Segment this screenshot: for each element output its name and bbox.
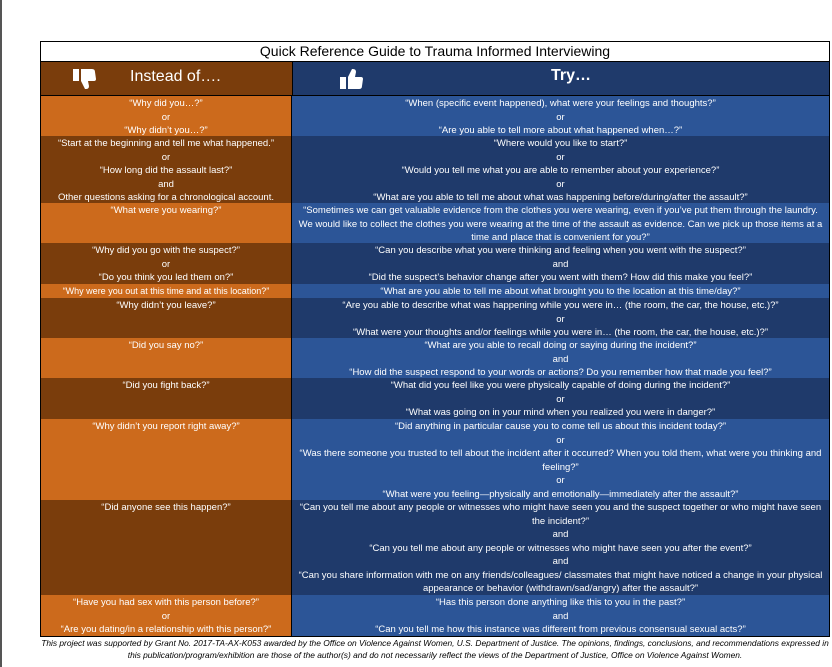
- instead-cell: [41, 203, 292, 243]
- instead-text: “Are you dating/in a relationship with this person?”: [60, 624, 272, 635]
- table-body: [40, 96, 830, 637]
- instead-text: “Why were you out at this time and at this location?”: [62, 286, 270, 296]
- instead-text: “How long did the assault last?”: [99, 165, 233, 176]
- instead-text: and: [158, 178, 174, 190]
- try-text: or: [556, 434, 565, 446]
- funding-disclaimer: This project was supported by Grant No. 2017-TA-AX-K053 awarded by the Office on Violence Against Women, U.S. Department of Justice. The opinions, findings, conclusions, and recommendations expressed in this publication/program/exhibition are those of the author(s) and do not necessarily reflect the views of the Department of Justice, Office on Violence Against Women.: [41, 638, 829, 660]
- try-text: “Has this person done anything like this to you in the past?”: [435, 597, 686, 608]
- instead-text: Other questions asking for a chronological account.: [58, 192, 274, 203]
- instead-text: “Did you fight back?”: [122, 380, 210, 391]
- header-try: [293, 62, 829, 95]
- try-text: “Can you tell me how this instance was different from previous consensual sexual acts?”: [375, 624, 746, 635]
- table-row: [41, 595, 829, 637]
- try-text: “What were your thoughts and/or feelings while you were in… (the room, the car, the house, etc.)?”: [352, 327, 769, 338]
- instead-text: or: [161, 258, 171, 270]
- instead-cell: [41, 595, 292, 636]
- try-text: “When (specific event happened), what were your feelings and thoughts?”: [405, 98, 716, 109]
- try-text: “Would you tell me what you are able to remember about your experience?”: [401, 165, 720, 176]
- instead-cell: [41, 243, 292, 284]
- try-text: and: [552, 610, 569, 622]
- instead-text: “Start at the beginning and tell me what happened.”: [57, 138, 274, 149]
- try-cell: [292, 243, 829, 284]
- try-text: “What was going on in your mind when you realized you were in danger?”: [405, 407, 716, 418]
- try-text: and: [552, 353, 569, 365]
- header-try-label: Try…: [551, 67, 592, 84]
- instead-text: “Did anyone see this happen?”: [101, 502, 231, 513]
- table-row: [41, 378, 829, 419]
- instead-text: or: [161, 151, 171, 163]
- try-text: and: [552, 556, 569, 567]
- try-cell: [292, 298, 829, 338]
- try-text: or: [556, 111, 565, 123]
- instead-text: “Did you say no?”: [128, 340, 204, 351]
- table-row: [41, 243, 829, 284]
- try-text: or: [556, 313, 565, 325]
- instead-text: “Have you had sex with this person before?”: [73, 597, 259, 608]
- page-edge-line: [0, 0, 2, 667]
- instead-cell: [41, 500, 292, 595]
- try-text: “What are you able to recall doing or saying during the incident?”: [424, 340, 697, 351]
- try-text: “Are you able to tell more about what happened when…?”: [438, 125, 683, 136]
- try-text: “Did the suspect’s behavior change after you went with them? How did this make you feel?”: [368, 272, 753, 283]
- try-text: or: [556, 393, 565, 405]
- try-text: “What did you feel like you were physically capable of doing during the incident?”: [390, 380, 731, 391]
- instead-text: “Why didn’t you report right away?”: [92, 421, 240, 432]
- try-cell: [292, 96, 829, 136]
- instead-text: “Do you think you led them on?”: [98, 272, 234, 283]
- try-text: or: [556, 475, 565, 486]
- instead-text: or: [161, 610, 171, 622]
- instead-cell: [41, 96, 292, 136]
- instead-cell: [41, 298, 292, 338]
- instead-cell: [41, 338, 292, 378]
- table-row: [41, 419, 829, 500]
- try-cell: [292, 419, 829, 500]
- try-text: “Can you tell me about any people or witnesses who might have seen you and the suspect together or who might have seen the incident?”: [299, 502, 822, 527]
- try-cell: [292, 203, 829, 243]
- table-header: [40, 61, 830, 96]
- instead-text: “Why didn’t you leave?”: [116, 300, 216, 311]
- header-instead-of: [41, 62, 293, 95]
- try-text: “How did the suspect respond to your words or actions? Do you remember how that made you feel?”: [349, 367, 772, 378]
- try-text: or: [556, 178, 565, 190]
- try-text: “What were you feeling—physically and emotionally—immediately after the assault?”: [382, 488, 739, 500]
- try-cell: [292, 284, 829, 298]
- instead-text: or: [161, 111, 171, 123]
- table-row: [41, 338, 829, 378]
- table-row: [41, 500, 829, 595]
- try-text: “Can you describe what you were thinking and feeling when you went with the suspect?”: [375, 245, 746, 256]
- try-cell: [292, 378, 829, 419]
- table-row: [41, 96, 829, 136]
- try-text: and: [552, 258, 569, 270]
- instead-text: “What were you wearing?”: [110, 205, 222, 216]
- page-title: Quick Reference Guide to Trauma Informed Interviewing: [40, 41, 830, 61]
- table-row: [41, 284, 829, 298]
- try-text: “What are you able to tell me about what was happening before/during/after the assault?”: [373, 192, 748, 203]
- try-text: “Did anything in particular cause you to come tell us about this incident today?”: [394, 421, 727, 432]
- instead-text: “Why did you…?”: [129, 98, 203, 109]
- thumbs-down-icon: [72, 68, 98, 90]
- table-row: [41, 136, 829, 203]
- reference-guide-table: [40, 41, 830, 637]
- instead-text: “Why did you go with the suspect?”: [92, 245, 240, 256]
- instead-cell: [41, 378, 292, 419]
- try-text: and: [552, 529, 569, 540]
- header-instead-of-label: Instead of….: [130, 68, 221, 85]
- table-row: [41, 203, 829, 243]
- thumbs-up-icon: [339, 68, 365, 90]
- table-row: [41, 298, 829, 338]
- try-text: “Are you able to describe what was happening while you were in… (the room, the car, the house, etc.)?”: [342, 300, 779, 311]
- instead-text: “Why didn’t you…?”: [124, 125, 208, 136]
- instead-cell: [41, 136, 292, 203]
- try-text: “Sometimes we can get valuable evidence from the clothes you were wearing, even if you’ve put them through the laundry. We would like to collect the clothes you were wearing at the time of the assault as evidence. Can we pick up those items at a time and place that is convenient for you?”: [298, 205, 823, 243]
- instead-cell: [41, 419, 292, 500]
- instead-cell: [41, 284, 292, 298]
- try-cell: [292, 595, 829, 636]
- try-text: “What are you able to tell me about what brought you to the location at this time/day?”: [380, 286, 741, 297]
- try-cell: [292, 338, 829, 378]
- try-text: “Can you tell me about any people or witnesses who might have seen you after the event?”: [369, 542, 752, 554]
- try-text: or: [556, 151, 565, 163]
- try-text: “Where would you like to start?”: [493, 138, 628, 149]
- try-cell: [292, 500, 829, 595]
- try-cell: [292, 136, 829, 203]
- try-text: “Can you share information with me on any friends/colleagues/ classmates that might have noticed a change in your physical appearance or behavior (withdrawn/sad/angry) after the assault?”: [298, 569, 823, 594]
- try-text: “Was there someone you trusted to tell about the incident after it occurred? When you told them, what were you thinking and feeling?”: [299, 448, 822, 473]
